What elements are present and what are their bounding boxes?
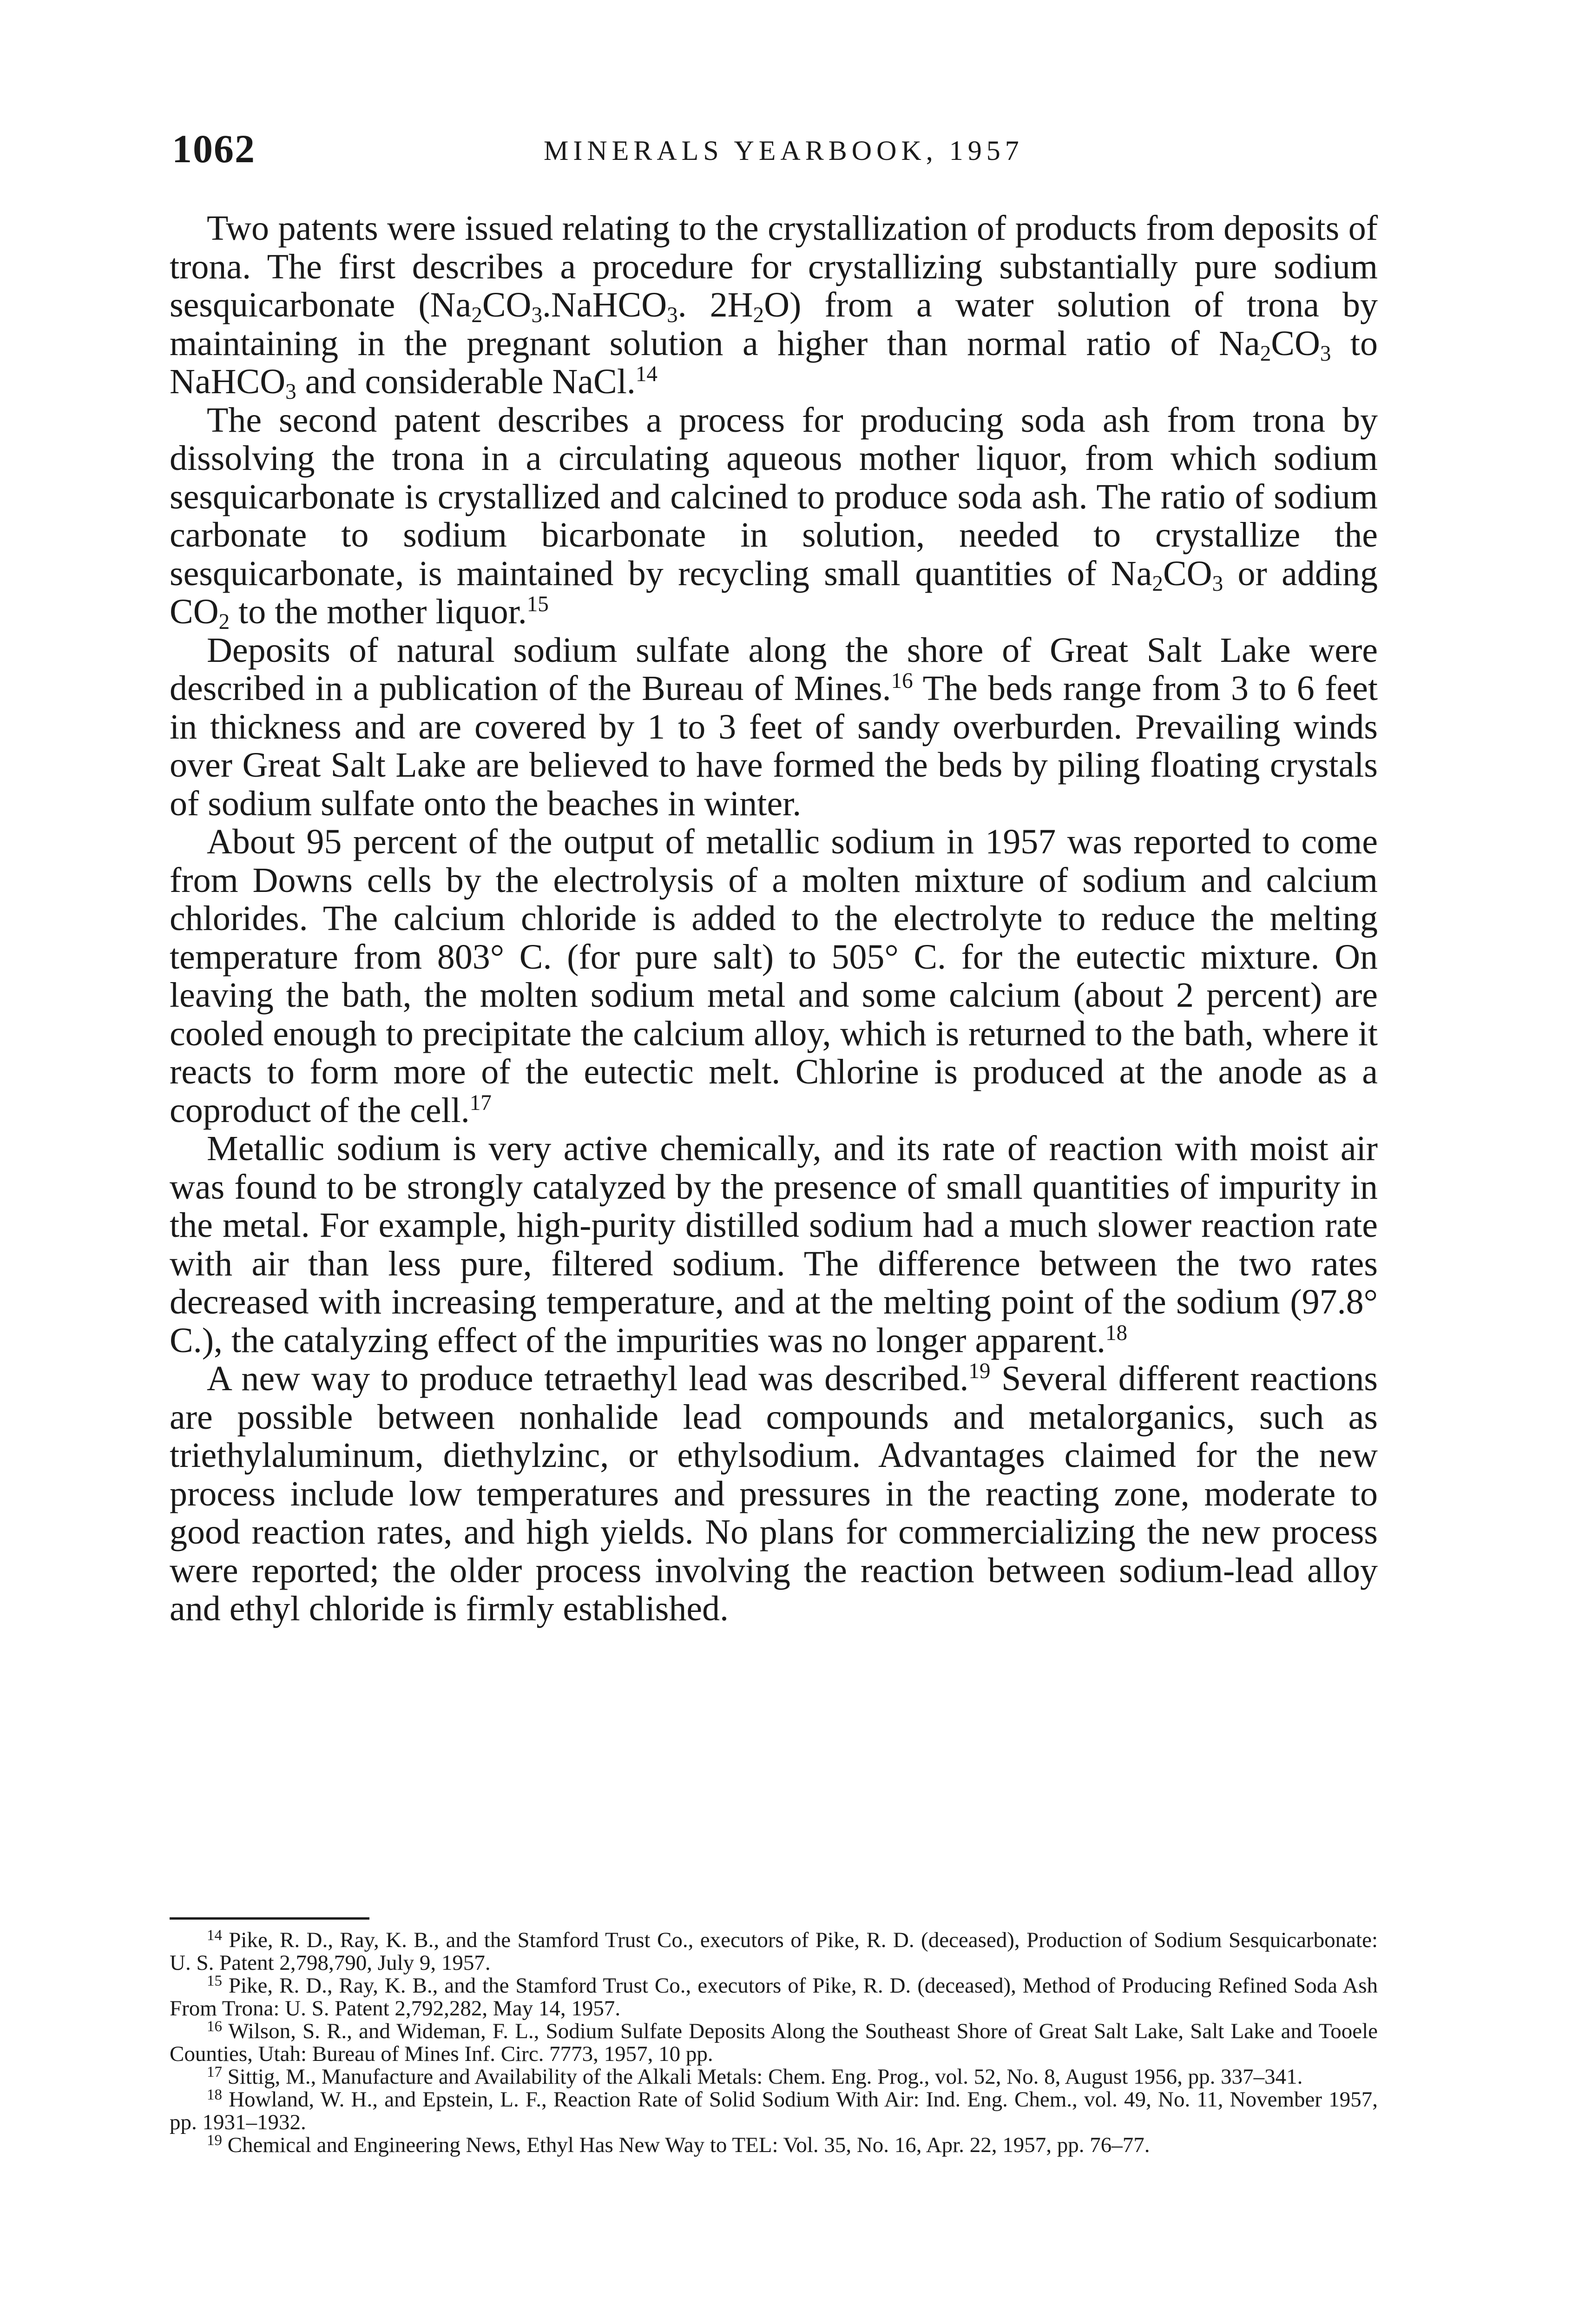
page-number: 1062 bbox=[172, 126, 256, 171]
paragraph-tetraethyl-lead: A new way to produce tetraethyl lead was described.$^{19}$ Several different reactions are possible between nonhalide lead compounds and metalorganics, such as triethylaluminum, diethylzinc, or ethylsodium. Advantages claimed for the new process include low temperatures and pressures in the reacting zone, moderate to good reaction rates, and high yields. No plans for commercializing the new process were reported; the older process involving the reaction between sodium-lead alloy and ethyl chloride is firmly established. bbox=[170, 1359, 1378, 1628]
footnote: $^{15}$ Pike, R. D., Ray, K. B., and the Stamford Trust Co., executors of Pike, R. D. (deceased), Method of Producing Refined Soda Ash From Trona: U. S. Patent 2,792,282, May 14, 1957. bbox=[170, 1973, 1378, 2020]
running-title: MINERALS YEARBOOK, 1957 bbox=[544, 135, 1024, 166]
footnote: $^{17}$ Sittig, M., Manufacture and Availability of the Alkali Metals: Chem. Eng. Prog., vol. 52, No. 8, August 1956, pp. 337–341. bbox=[207, 2064, 1303, 2089]
footnote: $^{19}$ Chemical and Engineering News, Ethyl Has New Way to TEL: Vol. 35, No. 16, Apr. 22, 1957, pp. 76–77. bbox=[207, 2132, 1150, 2157]
footnote: $^{16}$ Wilson, S. R., and Wideman, F. L., Sodium Sulfate Deposits Along the Southeast Shore of Great Salt Lake, Salt Lake and Tooele Counties, Utah: Bureau of Mines Inf. Circ. 7773, 1957, 10 pp. bbox=[170, 2018, 1378, 2066]
footnote-ref: 16 bbox=[891, 669, 913, 693]
paragraph-sodium-reactivity: Metallic sodium is very active chemically, and its rate of reaction with moist air was found to be strongly catalyzed by the presence of small quantities of impurity in the metal. For example, high-purity distilled sodium had a much slower reaction rate with air than less pure, filtered sodium. The difference between the two rates decreased with increasing temperature, and at the melting point of the sodium (97.8° C.), the catalyzing effect of the impurities was no longer apparent.$^{18}$ bbox=[170, 1129, 1378, 1360]
running-head bbox=[172, 125, 1380, 177]
footnote: $^{18}$ Howland, W. H., and Epstein, L. F., Reaction Rate of Solid Sodium With Air: Ind. Eng. Chem., vol. 49, No. 11, November 1957, pp. 1931–1932. bbox=[170, 2086, 1378, 2134]
paragraph-soda-ash-patent: The second patent describes a process for producing soda ash from trona by dissolving the trona in a circulating aqueous mother liquor, from which sodium sesquicarbonate is crystallized and calcined to produce soda ash. The ratio of sodium carbonate to sodium bicarbonate in solution, needed to crystallize the sesquicarbonate, is maintained by recycling small quantities of $Na_2CO_3$ or adding $CO_2$ to the mother liquor.$^{15}$ bbox=[170, 400, 1378, 634]
paragraph-sodium-sulfate-deposits: Deposits of natural sodium sulfate along the shore of Great Salt Lake were described in a publication of the Bureau of Mines.$^{16}$ The beds range from 3 to 6 feet in thickness and are covered by 1 to 3 feet of sandy overburden. Prevailing winds over Great Salt Lake are believed to have formed the beds by piling floating crystals of sodium sulfate onto the beaches in winter. bbox=[170, 630, 1378, 823]
footnote-ref: 15 bbox=[526, 592, 549, 617]
paragraph-metallic-sodium-output: About 95 percent of the output of metallic sodium in 1957 was reported to come from Downs cells by the electrolysis of a molten mixture of sodium and calcium chlorides. The calcium chloride is added to the electrolyte to reduce the melting temperature from 803° C. (for pure salt) to 505° C. for the eutectic mixture. On leaving the bath, the molten sodium metal and some calcium (about 2 percent) are cooled enough to precipitate the calcium alloy, which is returned to the bath, where it reacts to form more of the eutectic melt. Chlorine is produced at the anode as a coproduct of the cell.$^{17}$ bbox=[170, 822, 1378, 1130]
footnotes bbox=[170, 1929, 1378, 2157]
footnote-ref: 18 bbox=[1105, 1320, 1128, 1345]
footnote-ref: 14 bbox=[635, 362, 658, 387]
footnote-ref: 17 bbox=[469, 1090, 492, 1115]
footnote: $^{14}$ Pike, R. D., Ray, K. B., and the Stamford Trust Co., executors of Pike, R. D. (deceased), Production of Sodium Sesquicarbonate: U. S. Patent 2,798,790, July 9, 1957. bbox=[170, 1927, 1378, 1975]
footnote-divider bbox=[170, 1917, 369, 1920]
footnote-ref: 19 bbox=[968, 1359, 991, 1384]
body-text bbox=[170, 209, 1378, 1628]
paragraph-trona-patents: Two patents were issued relating to the crystallization of products from deposits of trona. The first describes a procedure for crystallizing substantially pure sodium sesquicarbonate ($Na_2CO_3.NaHCO_3$. $2H_2O$) from a water solution of trona by maintaining in the pregnant solution a higher than normal ratio of $Na_2CO_3$ to NaHCO$_3$ and considerable NaCl.$^{14}$ bbox=[170, 209, 1378, 404]
